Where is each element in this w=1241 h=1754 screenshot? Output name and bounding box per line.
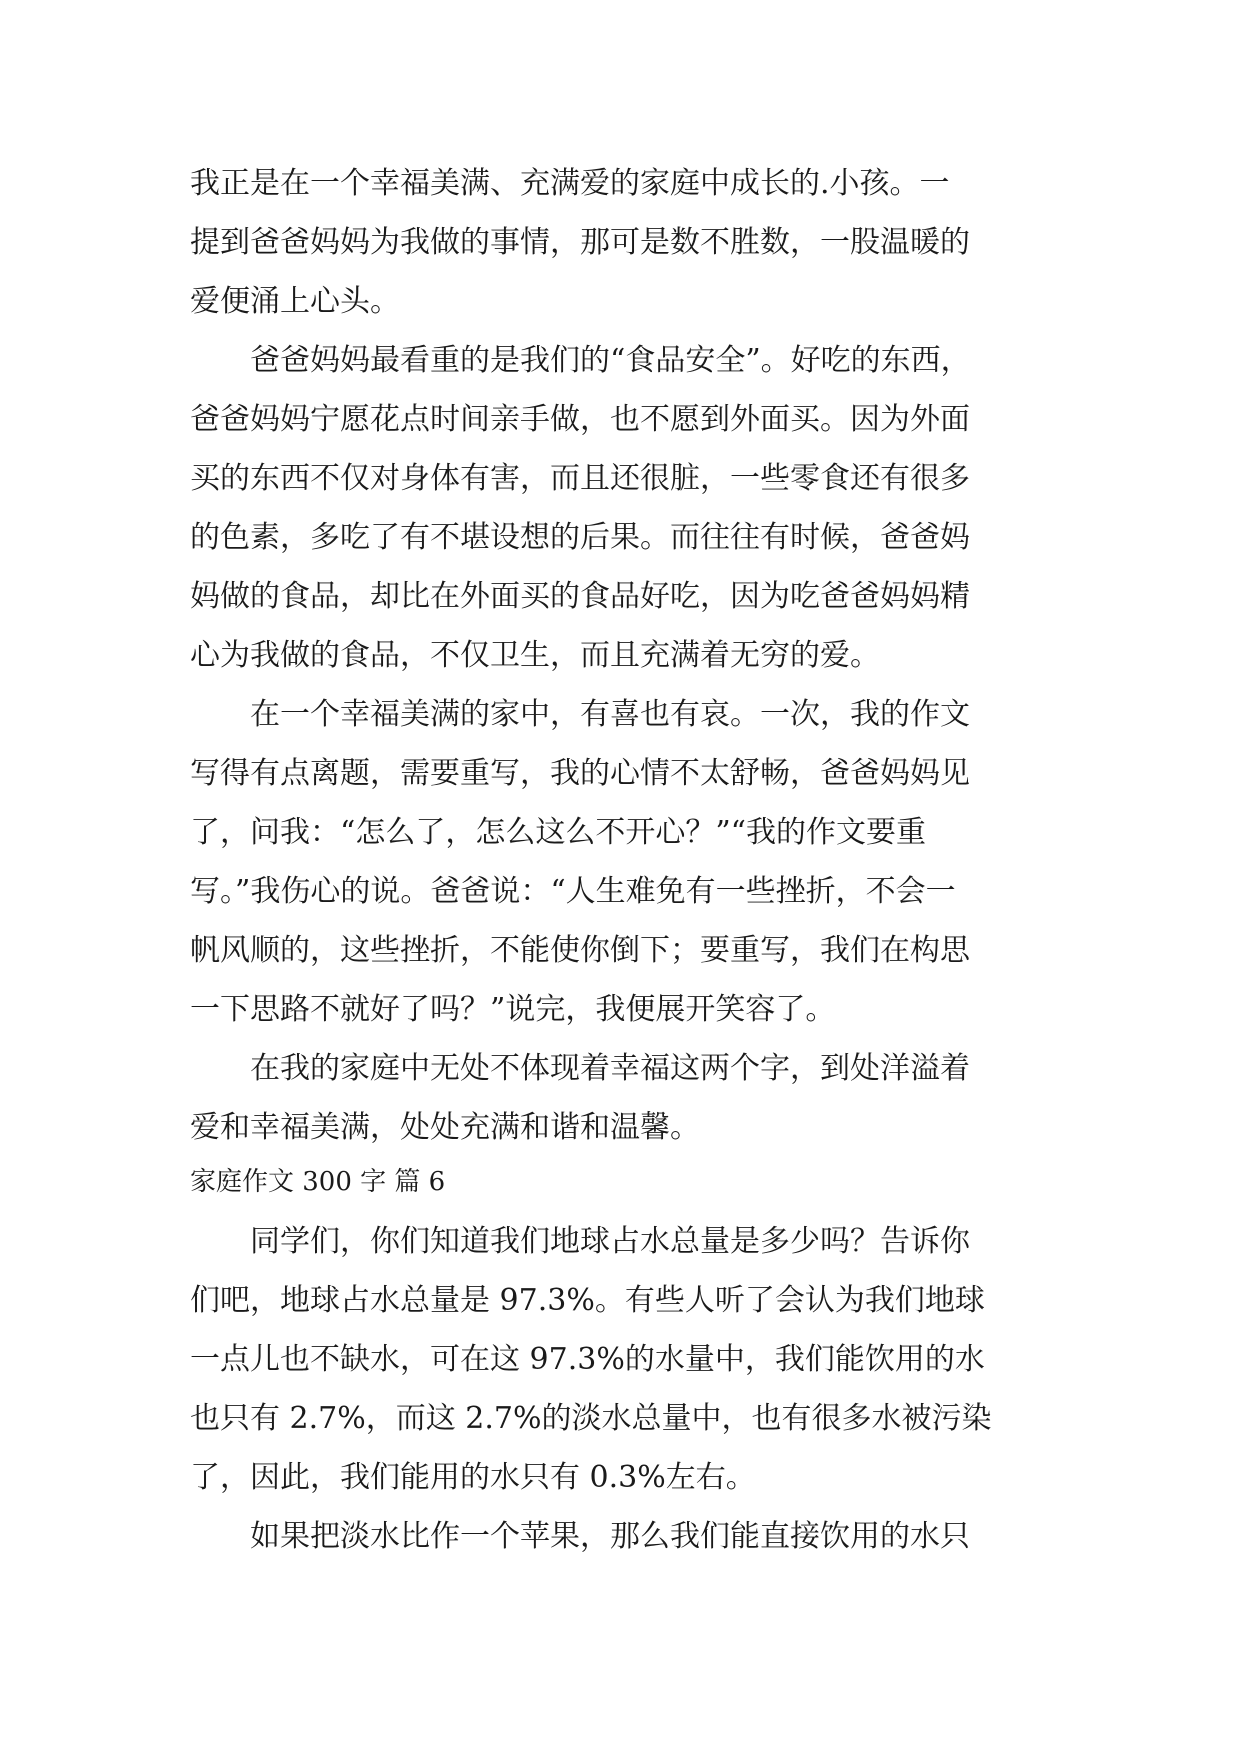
text-line: 帆风顺的，这些挫折，不能使你倒下；要重写，我们在构思 [190, 933, 970, 968]
text-line: 在我的家庭中无处不体现着幸福这两个字，到处洋溢着 [190, 1051, 970, 1086]
text-line: 也只有 2.7%，而这 2.7%的淡水总量中，也有很多水被污染 [190, 1401, 992, 1436]
text-line: 一下思路不就好了吗？”说完，我便展开笑容了。 [190, 992, 836, 1027]
text-line: 了，问我：“怎么了，怎么这么不开心？”“我的作文要重 [190, 815, 927, 850]
text-line: 写。”我伤心的说。爸爸说：“人生难免有一些挫折，不会一 [190, 874, 956, 909]
section-heading: 家庭作文 300 字 篇 6 [190, 1167, 446, 1197]
text-line: 提到爸爸妈妈为我做的事情，那可是数不胜数，一股温暖的 [190, 225, 970, 260]
text-line: 如果把淡水比作一个苹果，那么我们能直接饮用的水只 [190, 1519, 970, 1554]
text-line: 在一个幸福美满的家中，有喜也有哀。一次，我的作文 [190, 697, 970, 732]
text-line: 爸爸妈妈宁愿花点时间亲手做，也不愿到外面买。因为外面 [190, 402, 970, 437]
text-line: 写得有点离题，需要重写，我的心情不太舒畅，爸爸妈妈见 [190, 756, 970, 791]
text-line: 了，因此，我们能用的水只有 0.3%左右。 [190, 1460, 756, 1495]
text-line: 心为我做的食品，不仅卫生，而且充满着无穷的爱。 [190, 638, 880, 673]
text-line: 爱便涌上心头。 [190, 284, 400, 319]
text-line: 买的东西不仅对身体有害，而且还很脏，一些零食还有很多 [190, 461, 970, 496]
text-line: 同学们，你们知道我们地球占水总量是多少吗？告诉你 [190, 1224, 970, 1259]
text-line: 爸爸妈妈最看重的是我们的“食品安全”。好吃的东西， [190, 343, 971, 378]
text-line: 爱和幸福美满，处处充满和谐和温馨。 [190, 1110, 700, 1145]
text-line: 们吧，地球占水总量是 97.3%。有些人听了会认为我们地球 [190, 1283, 985, 1318]
text-line: 的色素，多吃了有不堪设想的后果。而往往有时候，爸爸妈 [190, 520, 970, 555]
text-line: 我正是在一个幸福美满、充满爱的家庭中成长的.小孩。一 [190, 166, 950, 201]
text-line: 妈做的食品，却比在外面买的食品好吃，因为吃爸爸妈妈精 [190, 579, 970, 614]
text-line: 一点儿也不缺水，可在这 97.3%的水量中，我们能饮用的水 [190, 1342, 985, 1377]
